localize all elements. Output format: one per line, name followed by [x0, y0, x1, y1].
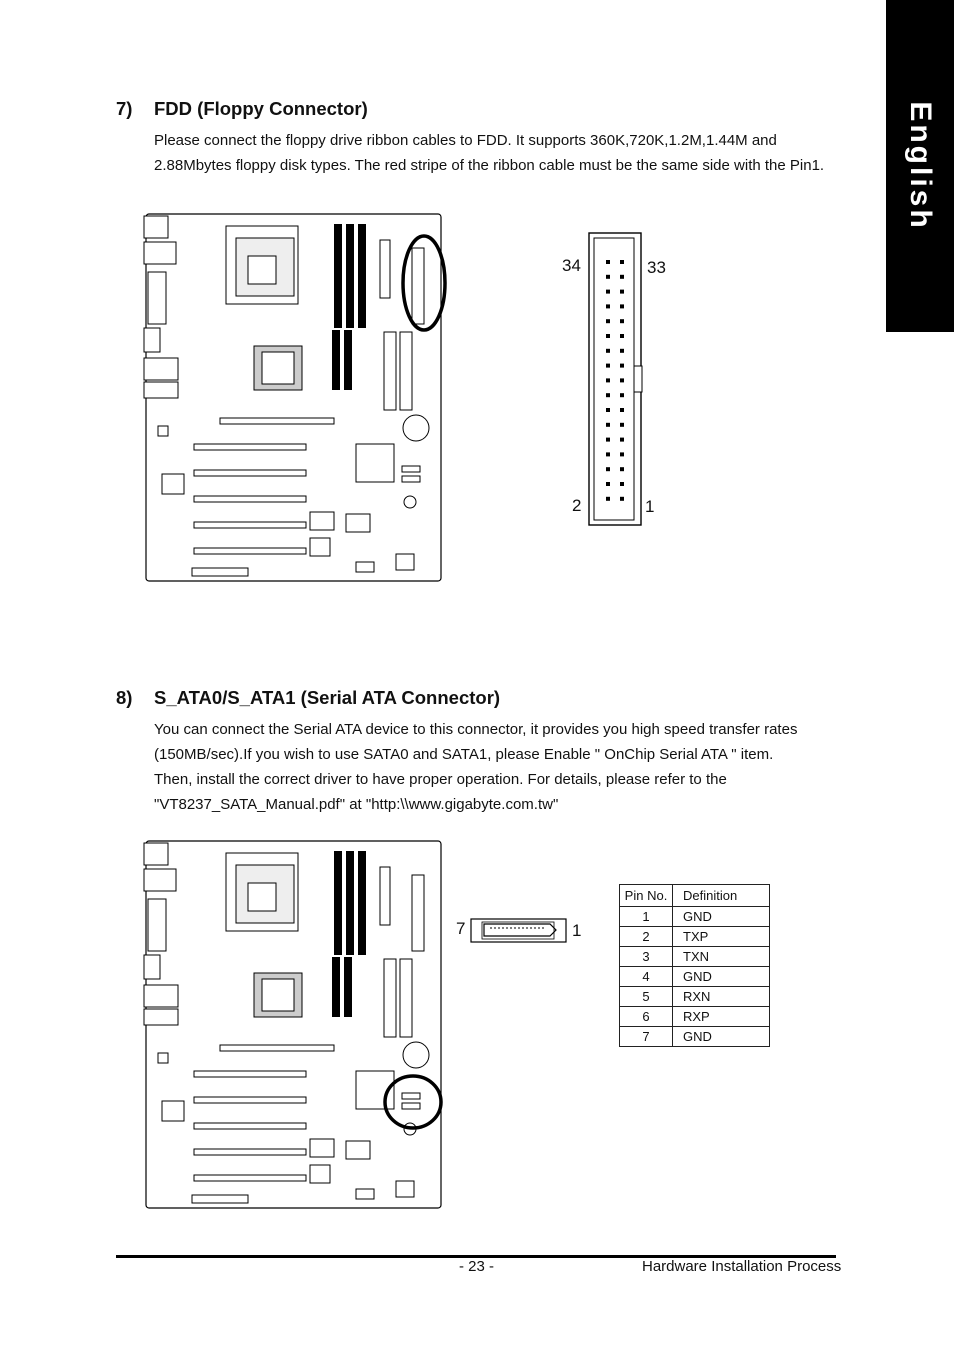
definition-cell: GND [673, 967, 770, 987]
pin-no-cell: 4 [620, 967, 673, 987]
pin-no-cell: 7 [620, 1027, 673, 1047]
section-8-title: S_ATA0/S_ATA1 (Serial ATA Connector) [154, 687, 501, 708]
definition-header: Definition [673, 885, 770, 907]
section-7-title: FDD (Floppy Connector) [154, 98, 368, 119]
definition-cell: TXN [673, 947, 770, 967]
section-8-description [154, 717, 854, 817]
section-7-number: 7) [116, 98, 133, 119]
page-number: - 23 - [459, 1258, 495, 1275]
fdd-pin-1-label: 1 [645, 497, 655, 516]
fdd-highlight-circle [400, 234, 450, 334]
table-row [620, 947, 770, 967]
section-8-line-3: Then, install the correct driver to have proper operation. For details, please refer to the [154, 771, 727, 788]
section-8-number: 8) [116, 687, 133, 708]
pin-table-header [620, 885, 770, 907]
pin-no-cell: 3 [620, 947, 673, 967]
section-8-line-1: You can connect the Serial ATA device to this connector, it provides you high speed transfer rates [154, 721, 798, 738]
motherboard-diagram-sata [144, 839, 444, 1211]
pin-no-cell: 2 [620, 927, 673, 947]
sata-pin-7-label: 7 [456, 919, 466, 938]
definition-cell: GND [673, 1027, 770, 1047]
pin-no-cell: 1 [620, 907, 673, 927]
language-tab [886, 0, 954, 332]
table-row [620, 927, 770, 947]
table-row [620, 907, 770, 927]
motherboard-diagram-fdd [144, 212, 444, 584]
section-8-line-4: "VT8237_SATA_Manual.pdf" at "http:\\www.gigabyte.com.tw" [154, 796, 559, 813]
footer-title: Hardware Installation Process [642, 1258, 842, 1275]
sata-pin-table [619, 884, 770, 1047]
fdd-pin-33-label: 33 [647, 258, 666, 277]
pin-no-cell: 5 [620, 987, 673, 1007]
sata-connector-diagram [470, 918, 568, 944]
table-row [620, 1027, 770, 1047]
section-8-line-2: (150MB/sec).If you wish to use SATA0 and SATA1, please Enable " OnChip Serial ATA " item. [154, 746, 774, 763]
sata-highlight-circle [382, 1073, 448, 1131]
section-7-line-2: 2.88Mbytes floppy disk types. The red stripe of the ribbon cable must be the same side with the Pin1. [154, 157, 825, 174]
fdd-pin-2-label: 2 [572, 496, 582, 515]
language-tab-label: English [904, 101, 937, 231]
definition-cell: GND [673, 907, 770, 927]
section-8-heading [116, 687, 500, 709]
definition-cell: TXP [673, 927, 770, 947]
table-row [620, 967, 770, 987]
fdd-pin-34-label: 34 [562, 256, 581, 275]
definition-cell: RXN [673, 987, 770, 1007]
section-7-description [154, 128, 854, 178]
sata-pin-1-label: 1 [572, 921, 582, 940]
section-7-heading [116, 98, 368, 120]
pin-no-header: Pin No. [620, 885, 673, 907]
definition-cell: RXP [673, 1007, 770, 1027]
section-7-line-1: Please connect the floppy drive ribbon cables to FDD. It supports 360K,720K,1.2M,1.44M and [154, 132, 777, 149]
table-row [620, 1007, 770, 1027]
pin-no-cell: 6 [620, 1007, 673, 1027]
fdd-connector-diagram [588, 232, 644, 528]
table-row [620, 987, 770, 1007]
